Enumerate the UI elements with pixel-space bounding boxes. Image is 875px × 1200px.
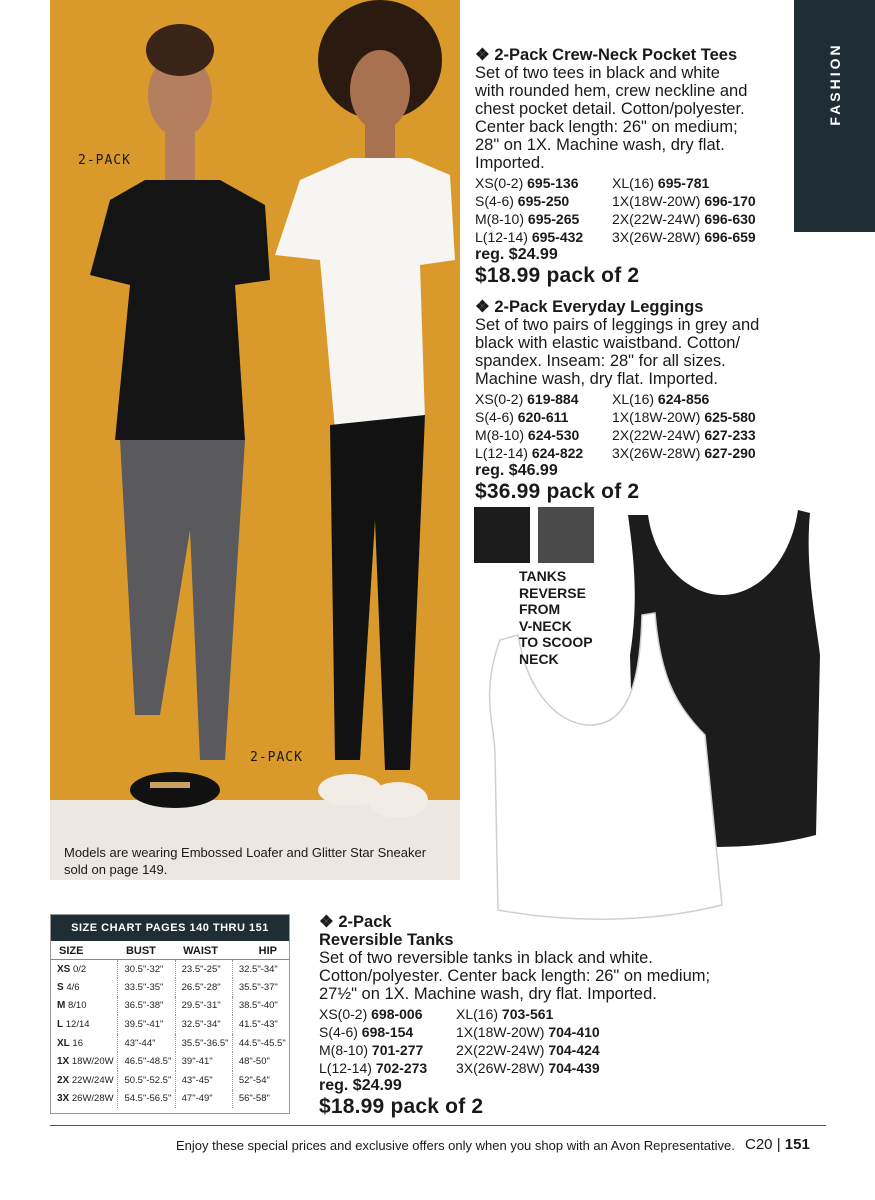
size-code-list [475,390,815,462]
size-code-item: XL(16) 703-561 [456,1006,554,1022]
size-cell: M 8/10 [57,1000,87,1012]
waist-cell: 39"-41" [175,1052,232,1071]
size-code-item: XS(0-2) 619-884 [475,391,579,407]
pack-tag-tees: 2-PACK [78,153,131,168]
models-illustration [50,0,460,880]
hip-cell: 44.5"-45.5" [232,1034,289,1053]
size-cell: S 4/6 [57,981,80,993]
pack-tag-leggings: 2-PACK [250,750,303,765]
size-code-item: 2X(22W-24W) 696-630 [612,211,756,227]
page-number [745,1136,810,1153]
pack-tag-tanks: 2-PACK [685,539,740,555]
waist-cell: 35.5"-36.5" [175,1034,232,1053]
size-code-item: S(4-6) 620-611 [475,409,569,425]
footer-disclaimer: Enjoy these special prices and exclusive offers only when you shop with an Avon Representative. [176,1138,735,1153]
hip-cell: 48"-50" [232,1052,289,1071]
hip-cell: 56"-58" [232,1090,289,1109]
bust-cell: 33.5"-35" [118,978,175,997]
bust-cell: 30.5"-32" [118,960,175,979]
bust-cell: 54.5"-56.5" [118,1090,175,1109]
regular-price: reg. $46.99 [475,462,558,479]
note-line: V-NECK [519,617,572,634]
size-code-item: 3X(26W-28W) 627-290 [612,445,756,461]
hip-cell: 41.5"-43" [232,1015,289,1034]
size-chart-table [51,941,289,1108]
header-bust: BUST [118,941,175,960]
reversible-note [519,568,593,667]
waist-cell: 26.5"-28" [175,978,232,997]
bust-cell: 43"-44" [118,1034,175,1053]
sale-price: $18.99 pack of 2 [475,264,640,287]
size-code-item: L(12-14) 702-273 [319,1060,428,1076]
waist-cell: 43"-45" [175,1071,232,1090]
note-line: NECK [519,650,559,667]
product-photo [50,0,460,880]
size-chart-title: SIZE CHART PAGES 140 THRU 151 [51,915,289,941]
size-code-item: XS(0-2) 698-006 [319,1006,423,1022]
table-row [51,960,289,979]
sale-price: $18.99 pack of 2 [319,1095,484,1118]
size-cell: 2X 22W/24W [57,1074,114,1086]
size-code-item: L(12-14) 695-432 [475,229,584,245]
table-row [51,1052,289,1071]
note-line: REVERSE [519,584,586,601]
size-code-item: XS(0-2) 695-136 [475,175,579,191]
product-description [475,64,795,172]
description-line: Center back length: 26" on medium; [475,118,738,136]
table-row [51,997,289,1016]
product-leggings [475,298,815,504]
size-code-item: 1X(18W-20W) 696-170 [612,193,756,209]
size-code-item: L(12-14) 624-822 [475,445,584,461]
table-row [51,1071,289,1090]
size-code-item: 2X(22W-24W) 704-424 [456,1042,600,1058]
header-waist: WAIST [175,941,232,960]
footer-divider [50,1125,826,1126]
header-hip: HIP [232,941,289,960]
size-chart [50,914,290,1114]
size-code-item: S(4-6) 695-250 [475,193,570,209]
note-line: TANKS [519,568,567,584]
size-code-item: M(8-10) 624-530 [475,427,580,443]
description-line: Set of two reversible tanks in black and white. [319,949,653,967]
description-line: black with elastic waistband. Cotton/ [475,334,741,352]
product-title: ❖ 2-Pack [319,913,392,931]
page-code: C20 [745,1136,773,1153]
product-title-line-2: Reversible Tanks [319,931,454,949]
waist-cell: 23.5"-25" [175,960,232,979]
description-line: Set of two pairs of leggings in grey and [475,316,760,334]
header-size: SIZE [51,941,118,960]
waist-cell: 29.5"-31" [175,997,232,1016]
tanks-illustration [460,505,825,945]
waist-cell: 47"-49" [175,1090,232,1109]
photo-caption: Models are wearing Embossed Loafer and Glitter Star Sneaker sold on page 149. [64,845,427,877]
description-line: 28" on 1X. Machine wash, dry flat. [475,136,725,154]
note-line: TO SCOOP [519,634,593,650]
size-code-item: M(8-10) 701-277 [319,1042,424,1058]
table-row [51,978,289,997]
hip-cell: 32.5"-34" [232,960,289,979]
size-cell: XS 0/2 [57,963,87,975]
hip-cell: 35.5"-37" [232,978,289,997]
size-code-item: 1X(18W-20W) 625-580 [612,409,756,425]
product-tanks [319,913,789,1119]
table-row [51,1090,289,1109]
table-row [51,1034,289,1053]
size-chart-header-row [51,941,289,960]
size-code-item: 3X(26W-28W) 696-659 [612,229,756,245]
hip-cell: 52"-54" [232,1071,289,1090]
page-separator: | [776,1136,781,1153]
description-line: Set of two tees in black and white [475,64,720,82]
size-cell: XL 16 [57,1037,83,1049]
product-title: ❖ 2-Pack Everyday Leggings [475,298,704,316]
sale-price: $36.99 pack of 2 [475,480,640,503]
size-cell: L 12/14 [57,1019,90,1031]
bust-cell: 39.5"-41" [118,1015,175,1034]
size-code-item: S(4-6) 698-154 [319,1024,414,1040]
size-code-list [475,174,795,246]
size-code-list [319,1005,789,1077]
size-code-item: 1X(18W-20W) 704-410 [456,1024,600,1040]
size-code-item: XL(16) 624-856 [612,391,710,407]
bust-cell: 50.5"-52.5" [118,1071,175,1090]
hip-cell: 38.5"-40" [232,997,289,1016]
size-cell: 1X 18W/20W [57,1056,114,1068]
description-line: spandex. Inseam: 28" for all sizes. [475,352,726,370]
description-line: 27½" on 1X. Machine wash, dry flat. Imported. [319,985,657,1003]
table-row [51,1015,289,1034]
section-tab [794,0,875,232]
size-code-item: XL(16) 695-781 [612,175,710,191]
note-line: FROM [519,601,561,617]
description-line: Imported. [475,154,545,172]
description-line: Machine wash, dry flat. Imported. [475,370,719,388]
bust-cell: 46.5"-48.5" [118,1052,175,1071]
section-tab-label: FASHION [826,42,843,126]
product-description [475,316,815,388]
description-line: chest pocket detail. Cotton/polyester. [475,100,745,118]
product-description [319,949,789,1003]
size-code-item: M(8-10) 695-265 [475,211,580,227]
size-code-item: 3X(26W-28W) 704-439 [456,1060,600,1076]
description-line: Cotton/polyester. Center back length: 26" on medium; [319,967,711,985]
regular-price: reg. $24.99 [319,1077,402,1094]
size-code-item: 2X(22W-24W) 627-233 [612,427,756,443]
regular-price: reg. $24.99 [475,246,558,263]
waist-cell: 32.5"-34" [175,1015,232,1034]
product-title: ❖ 2-Pack Crew-Neck Pocket Tees [475,46,738,64]
size-cell: 3X 26W/28W [57,1093,114,1105]
page-number-value: 151 [784,1136,810,1153]
product-tees [475,46,795,288]
description-line: with rounded hem, crew neckline and [475,82,748,100]
bust-cell: 36.5"-38" [118,997,175,1016]
